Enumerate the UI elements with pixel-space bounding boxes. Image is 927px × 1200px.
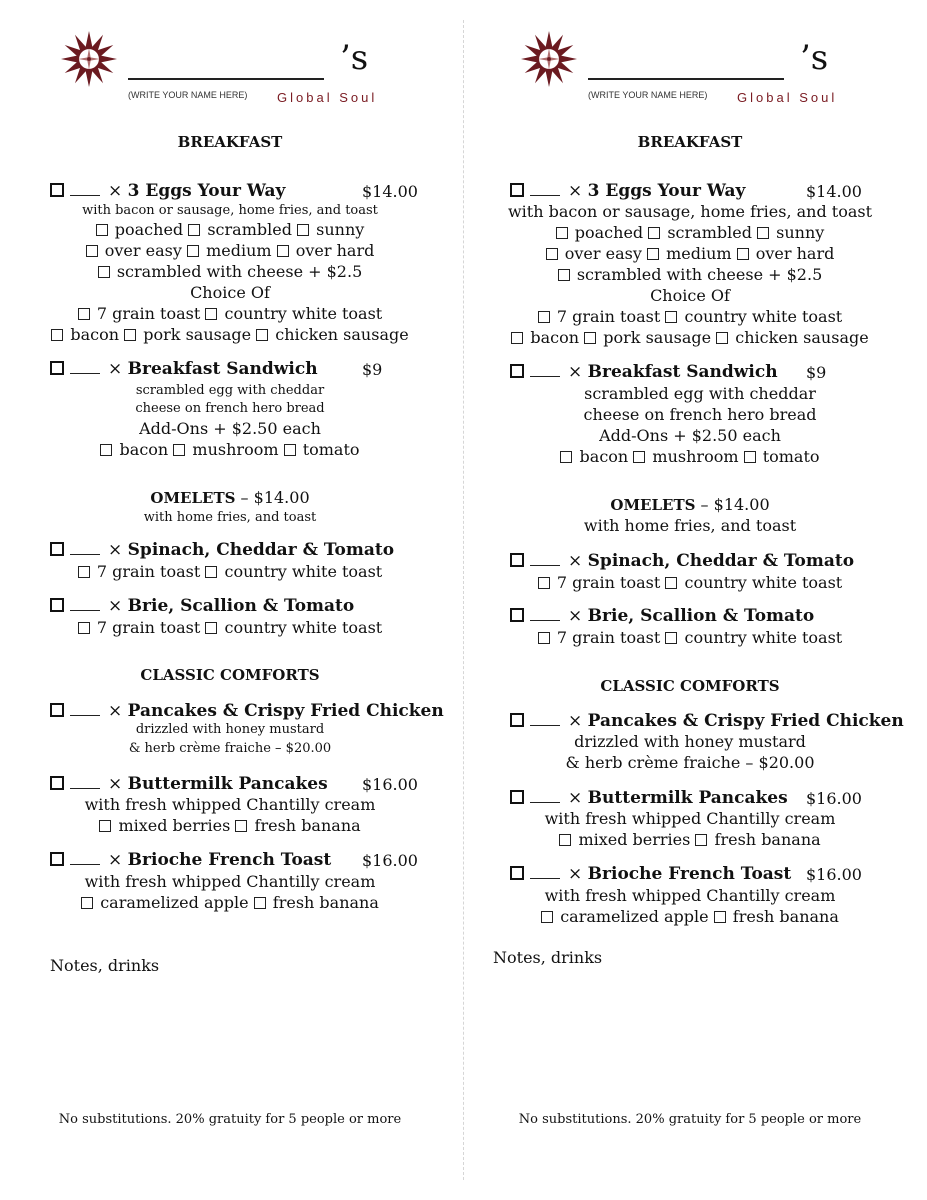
eggs-price: $14.00 xyxy=(806,182,862,201)
page-divider xyxy=(463,20,464,1180)
checkbox-icon[interactable] xyxy=(665,632,677,644)
checkbox-icon[interactable] xyxy=(546,248,558,260)
french-toast-desc: with fresh whipped Chantilly cream xyxy=(84,872,376,891)
checkbox-icon[interactable] xyxy=(510,183,524,197)
checkbox-icon[interactable] xyxy=(633,451,645,463)
eggs-options-2: over easy medium over hard xyxy=(10,241,450,260)
quantity-blank[interactable] xyxy=(530,608,560,621)
omelet-item-2: × Brie, Scallion & Tomato xyxy=(50,596,354,616)
eggs-options-2: over easy medium over hard xyxy=(470,244,910,263)
sandwich-item: × Breakfast Sandwich xyxy=(510,362,778,382)
french-toast-price: $16.00 xyxy=(362,851,418,870)
checkbox-icon[interactable] xyxy=(50,183,64,197)
omelets-heading: OMELETS – $14.00 xyxy=(610,495,770,514)
choice-of: Choice Of xyxy=(190,283,270,302)
checkbox-icon[interactable] xyxy=(716,332,728,344)
checkbox-icon[interactable] xyxy=(173,444,185,456)
brand-name: Global Soul xyxy=(737,90,838,105)
quantity-blank[interactable] xyxy=(530,866,560,879)
checkbox-icon[interactable] xyxy=(284,444,296,456)
checkbox-icon[interactable] xyxy=(647,248,659,260)
choice-of: Choice Of xyxy=(650,286,730,305)
eggs-meat-options: bacon pork sausage chicken sausage xyxy=(470,328,910,347)
eggs-desc: with bacon or sausage, home fries, and toast xyxy=(507,202,873,221)
pancakes-price: $16.00 xyxy=(806,789,862,808)
checkbox-icon[interactable] xyxy=(124,329,136,341)
sandwich-desc-2: cheese on french hero bread xyxy=(583,405,817,424)
checkbox-icon[interactable] xyxy=(50,598,64,612)
checkbox-icon[interactable] xyxy=(205,308,217,320)
checkbox-icon[interactable] xyxy=(51,329,63,341)
quantity-blank[interactable] xyxy=(530,364,560,377)
times-sign: × xyxy=(108,181,123,201)
pancakes-price: $16.00 xyxy=(362,775,418,794)
checkbox-icon[interactable] xyxy=(510,790,524,804)
checkbox-icon[interactable] xyxy=(510,553,524,567)
omelet-1-toast: 7 grain toast country white toast xyxy=(470,573,910,592)
quantity-blank[interactable] xyxy=(70,542,100,555)
apostrophe-s: ’s xyxy=(800,38,829,78)
quantity-blank[interactable] xyxy=(70,183,100,196)
pancakes-item: × Buttermilk Pancakes xyxy=(510,788,788,808)
french-toast-options: caramelized apple fresh banana xyxy=(10,893,450,912)
checkbox-icon[interactable] xyxy=(78,566,90,578)
apostrophe-s: ’s xyxy=(340,38,369,78)
checkbox-icon[interactable] xyxy=(510,866,524,880)
french-toast-price: $16.00 xyxy=(806,865,862,884)
quantity-blank[interactable] xyxy=(70,776,100,789)
compass-star-icon xyxy=(60,30,118,88)
checkbox-icon[interactable] xyxy=(538,577,550,589)
footer-note: No substitutions. 20% gratuity for 5 people or more xyxy=(518,1112,862,1127)
checkbox-icon[interactable] xyxy=(205,566,217,578)
quantity-blank[interactable] xyxy=(70,361,100,374)
checkbox-icon[interactable] xyxy=(86,245,98,257)
checkbox-icon[interactable] xyxy=(78,622,90,634)
name-line[interactable] xyxy=(128,78,324,80)
quantity-blank[interactable] xyxy=(70,852,100,865)
comforts-heading: CLASSIC COMFORTS xyxy=(140,666,320,684)
sandwich-price: $9 xyxy=(806,363,827,382)
checkbox-icon[interactable] xyxy=(665,577,677,589)
breakfast-heading: BREAKFAST xyxy=(637,133,743,151)
checkbox-icon[interactable] xyxy=(559,834,571,846)
pancakes-desc: with fresh whipped Chantilly cream xyxy=(544,809,836,828)
omelets-sub: with home fries, and toast xyxy=(583,516,797,535)
pancakes-options: mixed berries fresh banana xyxy=(470,830,910,849)
compass-star-icon xyxy=(520,30,578,88)
menu-panel-right xyxy=(470,0,910,1200)
footer-note: No substitutions. 20% gratuity for 5 people or more xyxy=(58,1112,402,1127)
checkbox-icon[interactable] xyxy=(235,820,247,832)
checkbox-icon[interactable] xyxy=(50,361,64,375)
omelet-item-1: × Spinach, Cheddar & Tomato xyxy=(50,540,394,560)
comforts-heading: CLASSIC COMFORTS xyxy=(600,677,780,695)
notes-label: Notes, drinks xyxy=(50,956,160,975)
checkbox-icon[interactable] xyxy=(96,224,108,236)
checkbox-icon[interactable] xyxy=(50,542,64,556)
checkbox-icon[interactable] xyxy=(187,245,199,257)
quantity-blank[interactable] xyxy=(70,598,100,611)
french-toast-options: caramelized apple fresh banana xyxy=(470,907,910,926)
checkbox-icon[interactable] xyxy=(78,308,90,320)
omelet-item-1: × Spinach, Cheddar & Tomato xyxy=(510,551,854,571)
notes-label: Notes, drinks xyxy=(493,948,603,967)
checkbox-icon[interactable] xyxy=(99,820,111,832)
eggs-toast-options: 7 grain toast country white toast xyxy=(10,304,450,323)
sandwich-addon-options: bacon mushroom tomato xyxy=(10,440,450,459)
checkbox-icon[interactable] xyxy=(277,245,289,257)
checkbox-icon[interactable] xyxy=(81,897,93,909)
checkbox-icon[interactable] xyxy=(556,227,568,239)
omelet-1-toast: 7 grain toast country white toast xyxy=(10,562,450,581)
write-name-hint: (WRITE YOUR NAME HERE) xyxy=(128,90,248,100)
checkbox-icon[interactable] xyxy=(205,622,217,634)
write-name-hint: (WRITE YOUR NAME HERE) xyxy=(588,90,708,100)
checkbox-icon[interactable] xyxy=(695,834,707,846)
checkbox-icon[interactable] xyxy=(510,713,524,727)
checkbox-icon[interactable] xyxy=(584,332,596,344)
chicken-desc-1: drizzled with honey mustard xyxy=(574,732,806,751)
quantity-blank[interactable] xyxy=(530,553,560,566)
checkbox-icon[interactable] xyxy=(511,332,523,344)
checkbox-icon[interactable] xyxy=(744,451,756,463)
quantity-blank[interactable] xyxy=(530,790,560,803)
checkbox-icon[interactable] xyxy=(98,266,110,278)
checkbox-icon[interactable] xyxy=(510,364,524,378)
sandwich-price: $9 xyxy=(362,360,383,379)
eggs-name: 3 Eggs Your Way xyxy=(127,181,286,201)
checkbox-icon[interactable] xyxy=(297,224,309,236)
french-toast-item: × Brioche French Toast xyxy=(510,864,791,884)
omelets-sub: with home fries, and toast xyxy=(143,510,317,525)
checkbox-icon[interactable] xyxy=(737,248,749,260)
french-toast-desc: with fresh whipped Chantilly cream xyxy=(544,886,836,905)
checkbox-icon[interactable] xyxy=(558,269,570,281)
eggs-options-3: scrambled with cheese + $2.5 xyxy=(470,265,910,284)
sandwich-item: × Breakfast Sandwich xyxy=(50,359,318,379)
checkbox-icon[interactable] xyxy=(757,227,769,239)
checkbox-icon[interactable] xyxy=(256,329,268,341)
checkbox-icon[interactable] xyxy=(50,852,64,866)
eggs-price: $14.00 xyxy=(362,182,418,201)
brand-name: Global Soul xyxy=(277,90,378,105)
chicken-item: × Pancakes & Crispy Fried Chicken xyxy=(50,701,444,721)
chicken-desc-2: & herb crème fraiche – $20.00 xyxy=(128,741,332,756)
eggs-toast-options: 7 grain toast country white toast xyxy=(470,307,910,326)
chicken-item: × Pancakes & Crispy Fried Chicken xyxy=(510,711,904,731)
breakfast-heading: BREAKFAST xyxy=(177,133,283,151)
name-line[interactable] xyxy=(588,78,784,80)
quantity-blank[interactable] xyxy=(70,703,100,716)
omelet-2-toast: 7 grain toast country white toast xyxy=(470,628,910,647)
pancakes-item: × Buttermilk Pancakes xyxy=(50,774,328,794)
eggs-options-3: scrambled with cheese + $2.5 xyxy=(10,262,450,281)
pancakes-desc: with fresh whipped Chantilly cream xyxy=(84,795,376,814)
eggs-options-1: poached scrambled sunny xyxy=(10,220,450,239)
checkbox-icon[interactable] xyxy=(714,911,726,923)
checkbox-icon[interactable] xyxy=(538,311,550,323)
sandwich-addons: Add-Ons + $2.50 each xyxy=(599,426,781,445)
eggs-desc: with bacon or sausage, home fries, and toast xyxy=(82,203,378,218)
checkbox-icon[interactable] xyxy=(50,703,64,717)
checkbox-icon[interactable] xyxy=(254,897,266,909)
checkbox-icon[interactable] xyxy=(188,224,200,236)
checkbox-icon[interactable] xyxy=(560,451,572,463)
sandwich-desc-1: scrambled egg with cheddar xyxy=(584,384,816,403)
pancakes-options: mixed berries fresh banana xyxy=(10,816,450,835)
checkbox-icon[interactable] xyxy=(100,444,112,456)
checkbox-icon[interactable] xyxy=(538,632,550,644)
chicken-desc-1: drizzled with honey mustard xyxy=(135,722,325,737)
eggs-meat-options: bacon pork sausage chicken sausage xyxy=(10,325,450,344)
sandwich-desc-1: scrambled egg with cheddar xyxy=(135,383,325,398)
french-toast-item: × Brioche French Toast xyxy=(50,850,331,870)
checkbox-icon[interactable] xyxy=(665,311,677,323)
eggs-item: × 3 Eggs Your Way xyxy=(510,181,745,201)
sandwich-addon-options: bacon mushroom tomato xyxy=(470,447,910,466)
eggs-options-1: poached scrambled sunny xyxy=(470,223,910,242)
checkbox-icon[interactable] xyxy=(541,911,553,923)
checkbox-icon[interactable] xyxy=(50,776,64,790)
eggs-item xyxy=(50,181,285,201)
sandwich-addons: Add-Ons + $2.50 each xyxy=(139,419,321,438)
menu-panel-left xyxy=(10,0,450,1200)
omelets-heading: OMELETS – $14.00 xyxy=(150,488,310,507)
checkbox-icon[interactable] xyxy=(648,227,660,239)
omelet-item-2: × Brie, Scallion & Tomato xyxy=(510,606,814,626)
sandwich-name: Breakfast Sandwich xyxy=(127,359,318,379)
quantity-blank[interactable] xyxy=(530,183,560,196)
quantity-blank[interactable] xyxy=(530,713,560,726)
sandwich-desc-2: cheese on french hero bread xyxy=(135,401,325,416)
omelet-2-toast: 7 grain toast country white toast xyxy=(10,618,450,637)
chicken-desc-2: & herb crème fraiche – $20.00 xyxy=(565,753,815,772)
checkbox-icon[interactable] xyxy=(510,608,524,622)
